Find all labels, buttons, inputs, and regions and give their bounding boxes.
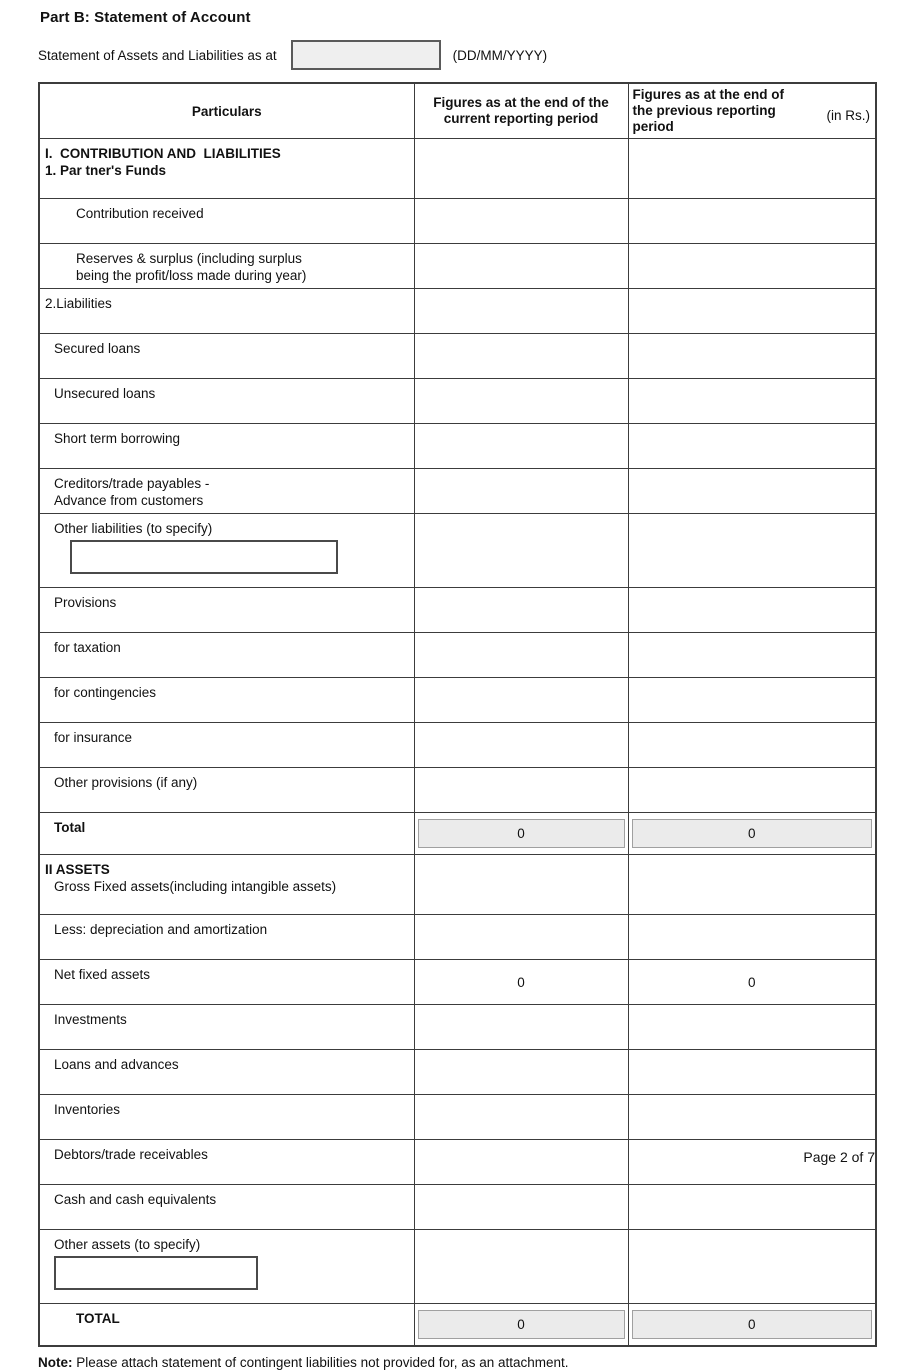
row-section-assets bbox=[39, 855, 876, 915]
unsecured-loans-current-value-cell bbox=[414, 379, 628, 424]
note bbox=[38, 1355, 875, 1370]
for-insurance-particulars-cell bbox=[39, 723, 414, 768]
less-depreciation-current-value-cell bbox=[414, 915, 628, 960]
cash-and-cash-equivalents-label: Cash and cash equivalents bbox=[54, 1192, 217, 1207]
inventories-label: Inventories bbox=[54, 1102, 121, 1117]
liabilities-heading-previous-value-cell bbox=[628, 289, 876, 334]
contribution-received-label: Contribution received bbox=[76, 206, 204, 221]
creditors-trade-payables-previous-value-cell bbox=[628, 469, 876, 514]
for-insurance-previous-value-cell bbox=[628, 723, 876, 768]
cash-and-cash-equivalents-previous-value-cell bbox=[628, 1185, 876, 1230]
total-liabilities-current-value-cell bbox=[414, 813, 628, 855]
investments-label: Investments bbox=[54, 1012, 127, 1027]
row-net-fixed-assets bbox=[39, 960, 876, 1005]
header-particulars: Particulars bbox=[39, 83, 414, 139]
provisions-particulars-cell bbox=[39, 588, 414, 633]
for-taxation-label: for taxation bbox=[54, 640, 121, 655]
inventories-particulars-cell bbox=[39, 1095, 414, 1140]
unsecured-loans-particulars-cell bbox=[39, 379, 414, 424]
reserves-surplus-label: Reserves & surplus (including surplus bbox=[76, 251, 302, 266]
row-reserves-surplus bbox=[39, 244, 876, 289]
other-provisions-current-value-cell bbox=[414, 768, 628, 813]
other-assets-previous-value-cell bbox=[628, 1230, 876, 1304]
header-current-period bbox=[414, 83, 628, 139]
total-assets-current-value-cell bbox=[414, 1304, 628, 1347]
other-assets-label: Other assets (to specify) bbox=[54, 1237, 201, 1252]
other-liabilities-label: Other liabilities (to specify) bbox=[54, 521, 213, 536]
other-liabilities-particulars-cell bbox=[39, 514, 414, 588]
other-liabilities-previous-value-cell bbox=[628, 514, 876, 588]
creditors-trade-payables-label: Creditors/trade payables - bbox=[54, 476, 210, 491]
row-other-liabilities bbox=[39, 514, 876, 588]
contribution-received-current-value-cell bbox=[414, 199, 628, 244]
row-investments bbox=[39, 1005, 876, 1050]
other-liabilities-specify-input[interactable] bbox=[70, 540, 338, 574]
creditors-trade-payables-particulars-cell bbox=[39, 469, 414, 514]
loans-and-advances-previous-value-cell bbox=[628, 1050, 876, 1095]
row-provisions bbox=[39, 588, 876, 633]
net-fixed-assets-particulars-cell bbox=[39, 960, 414, 1005]
other-assets-current-value-cell bbox=[414, 1230, 628, 1304]
net-fixed-assets-current-value-cell: 0 bbox=[414, 960, 628, 1005]
contribution-received-particulars-cell bbox=[39, 199, 414, 244]
debtors-trade-receivables-label: Debtors/trade receivables bbox=[54, 1147, 208, 1162]
provisions-current-value-cell bbox=[414, 588, 628, 633]
section-contribution-liabilities-label: 1. Par tner's Funds bbox=[45, 163, 166, 178]
unsecured-loans-previous-value-cell bbox=[628, 379, 876, 424]
row-other-provisions bbox=[39, 768, 876, 813]
section-assets-label: Gross Fixed assets(including intangible assets) bbox=[54, 879, 337, 894]
row-loans-and-advances bbox=[39, 1050, 876, 1095]
row-debtors-trade-receivables bbox=[39, 1140, 876, 1185]
unsecured-loans-label: Unsecured loans bbox=[54, 386, 156, 401]
for-insurance-label: for insurance bbox=[54, 730, 133, 745]
for-contingencies-current-value-cell bbox=[414, 678, 628, 723]
less-depreciation-previous-value-cell bbox=[628, 915, 876, 960]
row-cash-and-cash-equivalents bbox=[39, 1185, 876, 1230]
contribution-received-previous-value-cell bbox=[628, 199, 876, 244]
section-contribution-liabilities-current-value-cell bbox=[414, 139, 628, 199]
row-inventories bbox=[39, 1095, 876, 1140]
short-term-borrowing-particulars-cell bbox=[39, 424, 414, 469]
note-label: Note: bbox=[38, 1355, 73, 1370]
creditors-trade-payables-current-value-cell bbox=[414, 469, 628, 514]
header-previous-period bbox=[628, 83, 876, 139]
short-term-borrowing-previous-value-cell bbox=[628, 424, 876, 469]
total-liabilities-label: Total bbox=[54, 820, 86, 835]
for-contingencies-label: for contingencies bbox=[54, 685, 157, 700]
total-assets-particulars-cell bbox=[39, 1304, 414, 1347]
total-liabilities-current-readonly-field: 0 bbox=[418, 819, 625, 848]
other-assets-particulars-cell bbox=[39, 1230, 414, 1304]
for-taxation-particulars-cell bbox=[39, 633, 414, 678]
for-contingencies-previous-value-cell bbox=[628, 678, 876, 723]
header-previous-period-label: Figures as at the end of the previous reporting period bbox=[632, 87, 785, 134]
row-short-term-borrowing bbox=[39, 424, 876, 469]
row-other-assets bbox=[39, 1230, 876, 1304]
statement-of-account-table bbox=[38, 82, 877, 1347]
for-contingencies-particulars-cell bbox=[39, 678, 414, 723]
row-for-contingencies bbox=[39, 678, 876, 723]
other-liabilities-current-value-cell bbox=[414, 514, 628, 588]
section-contribution-liabilities-previous-value-cell bbox=[628, 139, 876, 199]
loans-and-advances-label: Loans and advances bbox=[54, 1057, 179, 1072]
net-fixed-assets-previous-value-cell: 0 bbox=[628, 960, 876, 1005]
section-assets-label: II ASSETS bbox=[45, 862, 110, 877]
secured-loans-previous-value-cell bbox=[628, 334, 876, 379]
liabilities-heading-particulars-cell bbox=[39, 289, 414, 334]
other-provisions-previous-value-cell bbox=[628, 768, 876, 813]
secured-loans-current-value-cell bbox=[414, 334, 628, 379]
row-section-contribution-liabilities bbox=[39, 139, 876, 199]
liabilities-heading-current-value-cell bbox=[414, 289, 628, 334]
investments-particulars-cell bbox=[39, 1005, 414, 1050]
reserves-surplus-label: being the profit/loss made during year) bbox=[76, 268, 307, 283]
row-for-taxation bbox=[39, 633, 876, 678]
less-depreciation-particulars-cell bbox=[39, 915, 414, 960]
less-depreciation-label: Less: depreciation and amortization bbox=[54, 922, 268, 937]
short-term-borrowing-label: Short term borrowing bbox=[54, 431, 181, 446]
row-unsecured-loans bbox=[39, 379, 876, 424]
other-assets-specify-input[interactable] bbox=[54, 1256, 258, 1290]
statement-date-input[interactable] bbox=[291, 40, 441, 70]
other-provisions-label: Other provisions (if any) bbox=[54, 775, 198, 790]
secured-loans-label: Secured loans bbox=[54, 341, 141, 356]
page-title: Part B: Statement of Account bbox=[40, 9, 251, 26]
date-format-hint: (DD/MM/YYYY) bbox=[452, 47, 548, 63]
total-assets-current-readonly-field: 0 bbox=[418, 1310, 625, 1339]
row-total-assets bbox=[39, 1304, 876, 1347]
table-header-row bbox=[39, 83, 876, 139]
section-assets-previous-value-cell bbox=[628, 855, 876, 915]
section-assets-particulars-cell bbox=[39, 855, 414, 915]
total-assets-label: TOTAL bbox=[76, 1311, 120, 1326]
cash-and-cash-equivalents-current-value-cell bbox=[414, 1185, 628, 1230]
statement-date-label: Statement of Assets and Liabilities as at bbox=[38, 47, 277, 63]
inventories-previous-value-cell bbox=[628, 1095, 876, 1140]
row-secured-loans bbox=[39, 334, 876, 379]
section-contribution-liabilities-particulars-cell bbox=[39, 139, 414, 199]
statement-table-body bbox=[39, 139, 876, 1347]
cash-and-cash-equivalents-particulars-cell bbox=[39, 1185, 414, 1230]
section-assets-current-value-cell bbox=[414, 855, 628, 915]
total-liabilities-particulars-cell bbox=[39, 813, 414, 855]
for-taxation-previous-value-cell bbox=[628, 633, 876, 678]
loans-and-advances-current-value-cell bbox=[414, 1050, 628, 1095]
total-assets-previous-readonly-field: 0 bbox=[632, 1310, 873, 1339]
creditors-trade-payables-label: Advance from customers bbox=[54, 493, 204, 508]
total-assets-previous-value-cell bbox=[628, 1304, 876, 1347]
row-less-depreciation bbox=[39, 915, 876, 960]
page-number: Page 2 of 7 bbox=[803, 1149, 875, 1165]
loans-and-advances-particulars-cell bbox=[39, 1050, 414, 1095]
header-current-period-label: Figures as at the end of the current reporting period bbox=[433, 95, 609, 126]
row-creditors-trade-payables bbox=[39, 469, 876, 514]
reserves-surplus-previous-value-cell bbox=[628, 244, 876, 289]
short-term-borrowing-current-value-cell bbox=[414, 424, 628, 469]
for-insurance-current-value-cell bbox=[414, 723, 628, 768]
row-for-insurance bbox=[39, 723, 876, 768]
other-provisions-particulars-cell bbox=[39, 768, 414, 813]
net-fixed-assets-label: Net fixed assets bbox=[54, 967, 151, 982]
note-text: Please attach statement of contingent liabilities not provided for, as an attachment. bbox=[72, 1355, 569, 1370]
statement-date-line bbox=[38, 40, 875, 70]
liabilities-heading-label: 2.Liabilities bbox=[45, 296, 112, 311]
reserves-surplus-particulars-cell bbox=[39, 244, 414, 289]
secured-loans-particulars-cell bbox=[39, 334, 414, 379]
investments-previous-value-cell bbox=[628, 1005, 876, 1050]
row-contribution-received bbox=[39, 199, 876, 244]
debtors-trade-receivables-current-value-cell bbox=[414, 1140, 628, 1185]
inventories-current-value-cell bbox=[414, 1095, 628, 1140]
for-taxation-current-value-cell bbox=[414, 633, 628, 678]
debtors-trade-receivables-particulars-cell bbox=[39, 1140, 414, 1185]
row-liabilities-heading bbox=[39, 289, 876, 334]
provisions-label: Provisions bbox=[54, 595, 117, 610]
investments-current-value-cell bbox=[414, 1005, 628, 1050]
currency-unit-label: (in Rs.) bbox=[826, 107, 870, 123]
row-total-liabilities bbox=[39, 813, 876, 855]
total-liabilities-previous-value-cell bbox=[628, 813, 876, 855]
provisions-previous-value-cell bbox=[628, 588, 876, 633]
section-contribution-liabilities-label: I. CONTRIBUTION AND LIABILITIES bbox=[45, 146, 281, 161]
total-liabilities-previous-readonly-field: 0 bbox=[632, 819, 873, 848]
reserves-surplus-current-value-cell bbox=[414, 244, 628, 289]
